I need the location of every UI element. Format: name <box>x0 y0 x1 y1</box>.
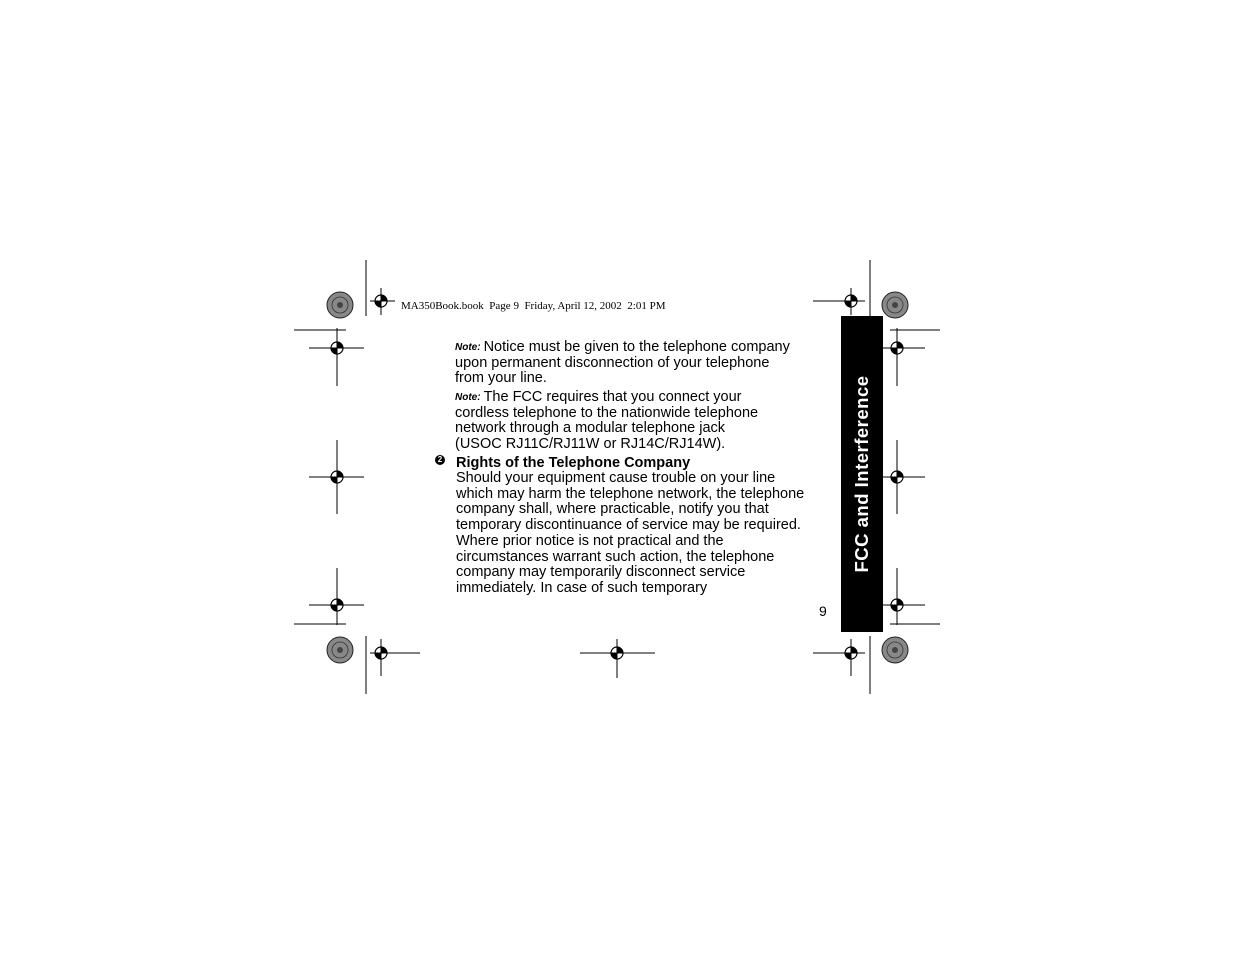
note-label: Note: <box>455 392 481 403</box>
section-heading: Rights of the Telephone Company <box>456 455 691 471</box>
body-line: company may temporarily disconnect service <box>456 564 746 581</box>
note-line: The FCC requires that you connect your <box>483 389 742 405</box>
body-line: temporary discontinuance of service may be required. <box>456 517 801 534</box>
section-number-bullet: 2 <box>435 455 445 465</box>
body-line: circumstances warrant such action, the telephone <box>456 548 775 565</box>
page-number: 9 <box>819 603 827 619</box>
note-line: network through a modular telephone jack <box>455 420 726 437</box>
note-line: Notice must be given to the telephone company <box>483 339 790 355</box>
chapter-tab-label: FCC and Interference <box>851 375 872 573</box>
chapter-side-tab <box>841 316 883 632</box>
body-line: which may harm the telephone network, the telephone <box>456 485 805 502</box>
note-line: upon permanent disconnection of your telephone <box>455 354 770 371</box>
note-modular-jack <box>455 390 758 453</box>
body-line: company shall, where practicable, notify you that <box>456 501 769 518</box>
body-line: Should your equipment cause trouble on your line <box>456 470 776 486</box>
note-line: from your line. <box>455 370 547 387</box>
note-line: (USOC RJ11C/RJ11W or RJ14C/RJ14W). <box>455 436 726 453</box>
body-line: Where prior notice is not practical and the <box>456 532 724 549</box>
section-body <box>456 471 804 597</box>
note-label: Note: <box>455 342 481 353</box>
print-slug: MA350Book.book Page 9 Friday, April 12, 2002 2:01 PM <box>401 300 666 312</box>
body-line: immediately. In case of such temporary <box>456 579 708 596</box>
note-permanent-disconnection <box>455 340 790 387</box>
note-line: cordless telephone to the nationwide telephone <box>455 404 759 421</box>
